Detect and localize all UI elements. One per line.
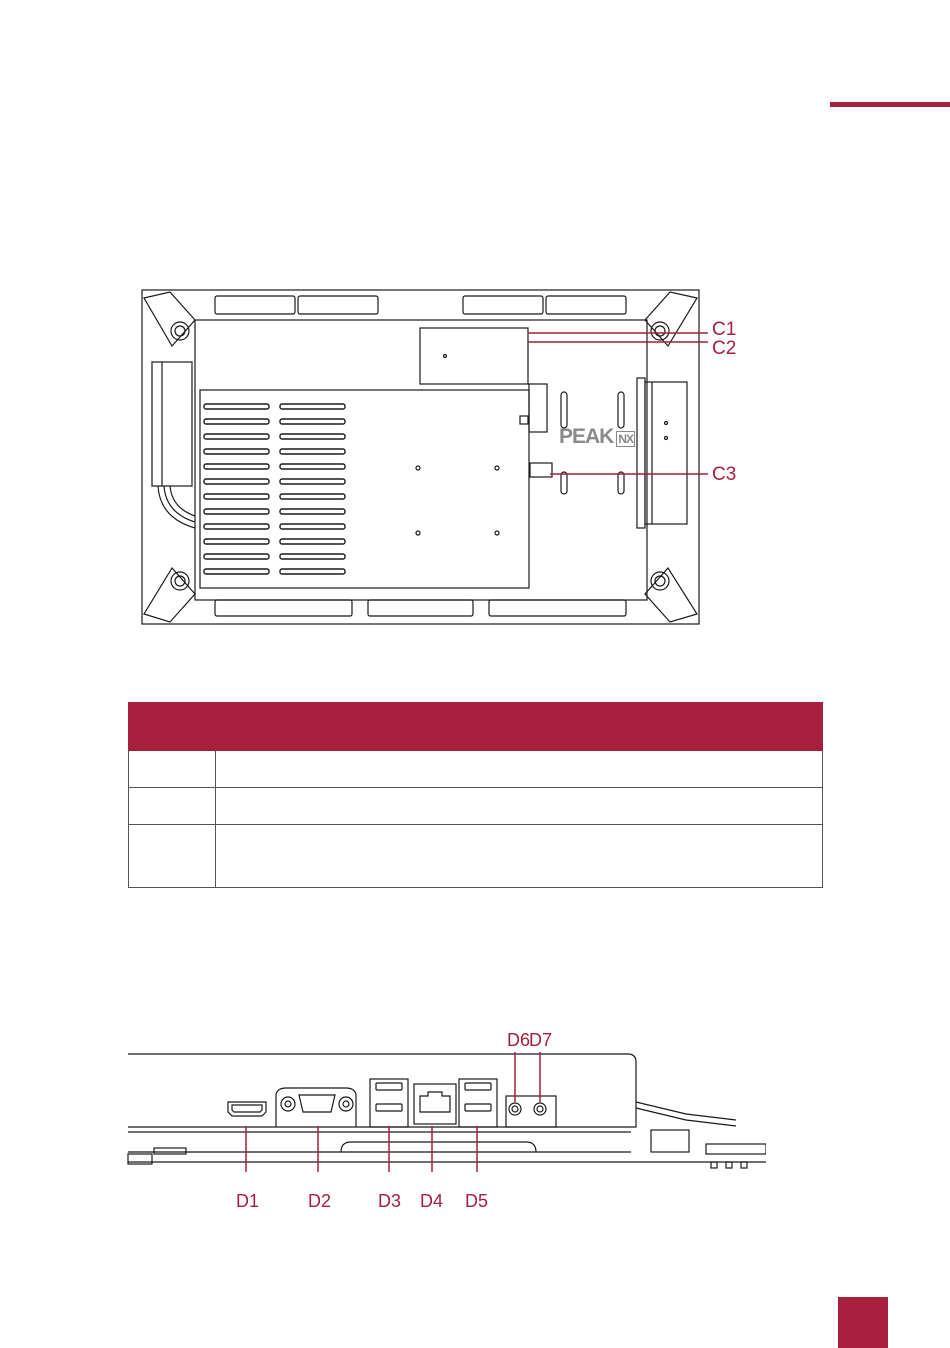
- table-cell: [216, 751, 823, 788]
- table-header-cell: [216, 703, 823, 751]
- callout-d1: D1: [236, 1191, 260, 1211]
- callout-c3: C3: [712, 464, 737, 485]
- table-row: [129, 825, 823, 888]
- device-side-illustration: [126, 1052, 766, 1172]
- callout-d3: D3: [378, 1191, 402, 1211]
- callout-d2: D2: [308, 1191, 332, 1211]
- callout-c2: C2: [712, 338, 737, 359]
- callout-d7: D7: [529, 1030, 553, 1050]
- logo-text: PEAK: [559, 425, 614, 448]
- table-cell: [216, 825, 823, 888]
- table-cell: [129, 751, 216, 788]
- logo-suffix: NX: [618, 432, 634, 446]
- peak-logo: [559, 425, 635, 449]
- device-back-illustration: [140, 288, 740, 628]
- callout-c1: C1: [712, 319, 737, 340]
- table-cell: [129, 788, 216, 825]
- header-accent-bar: [830, 102, 950, 107]
- callout-d5: D5: [465, 1191, 489, 1211]
- table-header-row: [129, 703, 823, 751]
- connector-table: [128, 702, 823, 888]
- table-cell: [129, 825, 216, 888]
- callout-d4: D4: [420, 1191, 444, 1211]
- table-row: [129, 751, 823, 788]
- table-cell: [216, 788, 823, 825]
- table-row: [129, 788, 823, 825]
- page-number-box: [838, 1297, 888, 1348]
- table-header-cell: [129, 703, 216, 751]
- callout-d6: D6: [507, 1030, 531, 1050]
